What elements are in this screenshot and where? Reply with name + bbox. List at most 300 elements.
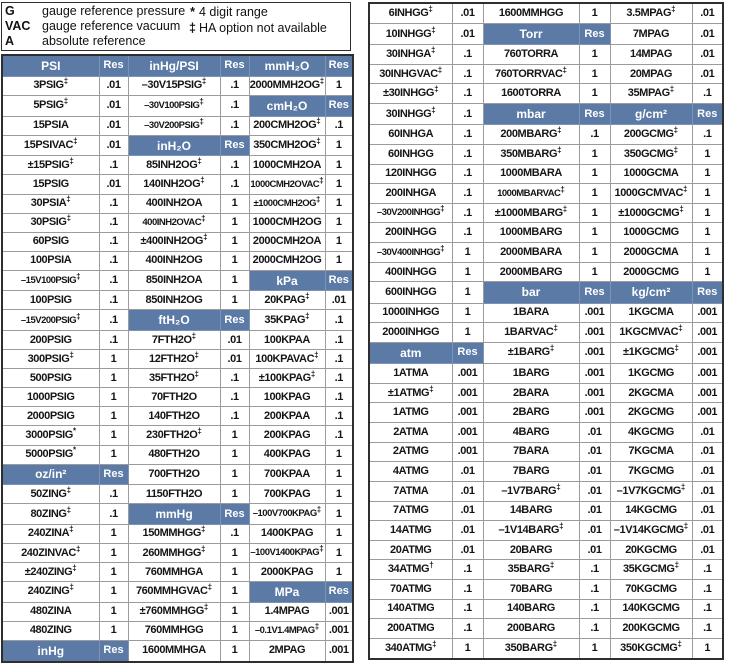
resolution-cell: .1: [579, 619, 610, 639]
table-row: [369, 403, 723, 423]
resolution-cell: .001: [452, 423, 483, 443]
resolution-cell: .001: [325, 602, 353, 621]
range-cell: 70KGCMG: [610, 580, 692, 600]
resolution-cell: .01: [692, 64, 723, 84]
range-cell: 1KGCMA: [610, 303, 692, 323]
resolution-cell: .1: [220, 407, 249, 426]
unit-header-cell: kPa: [249, 270, 325, 291]
resolution-cell: 1: [99, 524, 128, 543]
resolution-cell: .01: [452, 481, 483, 501]
resolution-cell: .001: [452, 383, 483, 403]
range-cell: 2000KPAG: [249, 563, 325, 582]
range-cell: 1000MBARA: [483, 164, 579, 184]
resolution-cell: .1: [99, 291, 128, 310]
range-cell: 6INHGG‡: [369, 3, 452, 23]
range-cell: 1000GCMA: [610, 164, 692, 184]
resolution-cell: .001: [579, 403, 610, 423]
range-cell: 140ATMG: [369, 599, 452, 619]
resolution-cell: 1: [692, 638, 723, 659]
resolution-cell: 1: [99, 602, 128, 621]
range-cell: –100V1400KPAG‡: [249, 544, 325, 563]
range-cell: –30V200INHGG‡: [369, 203, 452, 223]
table-row: [2, 369, 353, 388]
table-row: [369, 164, 723, 184]
range-cell: 1000PSIG: [2, 388, 99, 407]
range-cell: 200KPAG: [249, 426, 325, 445]
resolution-cell: .1: [325, 407, 353, 426]
resolution-cell: .01: [579, 540, 610, 560]
range-cell: 70ATMG: [369, 580, 452, 600]
resolution-cell: .01: [692, 462, 723, 482]
unit-header-cell: kg/cm²: [610, 282, 692, 303]
range-cell: –30V200PSIG‡: [128, 116, 220, 135]
range-cell: 100KPAG: [249, 388, 325, 407]
column-header-row: [2, 55, 353, 76]
resolution-cell: 1: [99, 582, 128, 603]
range-cell: –100V700KPAG‡: [249, 504, 325, 525]
table-row: [2, 445, 353, 464]
range-cell: 7FTH2O‡: [128, 331, 220, 350]
unit-header-cell: mmHg: [128, 504, 220, 525]
resolution-cell: 1: [99, 388, 128, 407]
resolution-cell: 1: [452, 282, 483, 303]
range-cell: 1600MMHGA: [128, 640, 220, 662]
range-cell: 5000PSIG*: [2, 445, 99, 464]
res-header-cell: Res: [220, 135, 249, 156]
resolution-cell: .1: [220, 116, 249, 135]
resolution-cell: 1: [325, 175, 353, 194]
resolution-cell: 1: [579, 64, 610, 84]
resolution-cell: .001: [579, 383, 610, 403]
table-row: [2, 388, 353, 407]
resolution-cell: .1: [325, 350, 353, 369]
table-row: [369, 364, 723, 384]
resolution-cell: 1: [220, 194, 249, 213]
table-row: [369, 383, 723, 403]
range-cell: 140BARG: [483, 599, 579, 619]
table-row: [369, 203, 723, 223]
resolution-cell: .001: [692, 342, 723, 363]
range-cell: 120INHGG: [369, 164, 452, 184]
range-cell: 4BARG: [483, 423, 579, 443]
resolution-cell: .1: [452, 84, 483, 104]
res-header-cell: Res: [579, 104, 610, 125]
resolution-cell: .01: [452, 521, 483, 541]
resolution-cell: .01: [452, 501, 483, 521]
range-cell: –1V7KGCMG‡: [610, 481, 692, 501]
table-row: [2, 251, 353, 270]
range-cell: 350MBARG‡: [483, 144, 579, 164]
resolution-cell: .01: [99, 116, 128, 135]
range-cell: 2000MBARG: [483, 262, 579, 282]
res-header-cell: Res: [452, 342, 483, 363]
note-4-digit-range-text: 4 digit range: [199, 5, 268, 19]
resolution-cell: .01: [579, 442, 610, 462]
resolution-cell: .1: [325, 331, 353, 350]
resolution-cell: 1: [325, 524, 353, 543]
resolution-cell: 1: [325, 445, 353, 464]
resolution-cell: .1: [220, 156, 249, 175]
range-cell: ±1KGCMG‡: [610, 342, 692, 363]
table-row: [369, 580, 723, 600]
resolution-cell: 1: [452, 638, 483, 659]
range-cell: 35KPAG‡: [249, 310, 325, 331]
resolution-cell: 1: [220, 563, 249, 582]
resolution-cell: .001: [692, 323, 723, 343]
range-cell: 7BARG: [483, 462, 579, 482]
range-cell: ±1BARG‡: [483, 342, 579, 363]
resolution-cell: .1: [692, 599, 723, 619]
table-row: [369, 619, 723, 639]
range-cell: 7ATMG: [369, 501, 452, 521]
range-cell: –1V14BARG‡: [483, 521, 579, 541]
range-cell: 35MPAG‡: [610, 84, 692, 104]
range-cell: –30V15PSIG‡: [128, 76, 220, 95]
resolution-cell: .01: [692, 521, 723, 541]
table-row: [2, 156, 353, 175]
range-cell: ±15PSIG‡: [2, 156, 99, 175]
table-row: [2, 270, 353, 291]
range-cell: 3.5MPAG‡: [610, 3, 692, 23]
resolution-cell: 1: [220, 213, 249, 232]
res-header-cell: Res: [325, 96, 353, 117]
range-cell: 2000CMH2OG: [249, 251, 325, 270]
range-cell: 1000MBARVAC‡: [483, 184, 579, 204]
range-cell: 70FTH2O: [128, 388, 220, 407]
range-cell: 1600TORRA: [483, 84, 579, 104]
table-row: [2, 116, 353, 135]
resolution-cell: 1: [579, 203, 610, 223]
resolution-cell: .1: [452, 45, 483, 65]
table-row: [369, 323, 723, 343]
resolution-cell: .01: [99, 76, 128, 95]
resolution-cell: .001: [692, 383, 723, 403]
range-cell: 300PSIG‡: [2, 350, 99, 369]
resolution-cell: .01: [325, 291, 353, 310]
resolution-cell: 1: [452, 303, 483, 323]
res-header-cell: Res: [99, 55, 128, 76]
table-row: [369, 560, 723, 580]
range-cell: 10INHGG‡: [369, 23, 452, 44]
resolution-cell: 1: [220, 602, 249, 621]
res-header-cell: Res: [579, 23, 610, 44]
range-cell: 60INHGG: [369, 144, 452, 164]
range-cell: 2000GCMG: [610, 262, 692, 282]
resolution-cell: 1: [325, 563, 353, 582]
range-cell: 260MMHGG‡: [128, 544, 220, 563]
table-row: [369, 84, 723, 104]
range-cell: ±1000GCMG‡: [610, 203, 692, 223]
range-cell: 350CMH2OG‡: [249, 135, 325, 156]
unit-header-cell: inH₂O: [128, 135, 220, 156]
range-cell: 100PSIG: [2, 291, 99, 310]
table-row: [2, 194, 353, 213]
table-row: [369, 481, 723, 501]
note-4-digit-range: [186, 5, 327, 21]
range-cell: 240ZING‡: [2, 582, 99, 603]
range-cell: 700FTH2O: [128, 464, 220, 485]
range-cell: 20KGCMG: [610, 540, 692, 560]
res-header-cell: Res: [579, 282, 610, 303]
range-cell: 200PSIG: [2, 331, 99, 350]
resolution-cell: 1: [452, 262, 483, 282]
range-cell: 35FTH2O‡: [128, 369, 220, 388]
resolution-cell: .1: [220, 524, 249, 543]
resolution-cell: 1: [220, 582, 249, 603]
table-row: [369, 303, 723, 323]
range-cell: 480FTH2O: [128, 445, 220, 464]
resolution-cell: .001: [452, 364, 483, 384]
resolution-cell: .01: [692, 23, 723, 44]
double-dagger-symbol: ‡: [189, 20, 196, 35]
range-cell: 1BARG: [483, 364, 579, 384]
range-cell: 50ZING‡: [2, 485, 99, 504]
resolution-cell: .1: [99, 213, 128, 232]
resolution-cell: .01: [692, 501, 723, 521]
resolution-cell: .1: [452, 104, 483, 125]
range-cell: ±1000CMH2OG‡: [249, 194, 325, 213]
resolution-cell: 1: [325, 485, 353, 504]
resolution-cell: .1: [99, 232, 128, 251]
range-cell: 14KGCMG: [610, 501, 692, 521]
range-cell: 15PSIVAC‡: [2, 135, 99, 156]
range-cell: 4KGCMG: [610, 423, 692, 443]
range-cell: 5PSIG‡: [2, 96, 99, 117]
unit-header-cell: MPa: [249, 582, 325, 603]
resolution-cell: .1: [579, 599, 610, 619]
table-row: [2, 76, 353, 95]
resolution-cell: .01: [692, 442, 723, 462]
table-row: [369, 23, 723, 44]
range-cell: ±30INHGG‡: [369, 84, 452, 104]
resolution-cell: .1: [579, 125, 610, 145]
range-cell: 350BARG‡: [483, 638, 579, 659]
res-header-cell: Res: [99, 640, 128, 662]
range-cell: 850INH2OA: [128, 270, 220, 291]
resolution-cell: .01: [220, 331, 249, 350]
range-cell: 480ZINA: [2, 602, 99, 621]
legend-text-gauge: gauge reference pressure: [42, 4, 186, 18]
resolution-cell: 1: [325, 76, 353, 95]
table-row: [369, 282, 723, 303]
table-row: [369, 104, 723, 125]
range-cell: 12FTH2O‡: [128, 350, 220, 369]
range-cell: 1000GCMVAC‡: [610, 184, 692, 204]
range-cell: 2ATMA: [369, 423, 452, 443]
table-row: [369, 243, 723, 263]
resolution-cell: .001: [692, 403, 723, 423]
legend-symbol-g: G: [5, 4, 15, 18]
resolution-cell: .01: [579, 501, 610, 521]
resolution-cell: 1: [220, 485, 249, 504]
res-header-cell: Res: [325, 55, 353, 76]
range-cell: 100PSIA: [2, 251, 99, 270]
resolution-cell: .01: [692, 3, 723, 23]
res-header-cell: Res: [220, 55, 249, 76]
resolution-cell: .001: [452, 442, 483, 462]
resolution-cell: .01: [579, 481, 610, 501]
res-header-cell: Res: [99, 464, 128, 485]
resolution-cell: 1: [220, 270, 249, 291]
range-cell: –1V14KGCMG‡: [610, 521, 692, 541]
resolution-cell: .1: [99, 331, 128, 350]
range-cell: 1400KPAG: [249, 524, 325, 543]
range-cell: 7ATMA: [369, 481, 452, 501]
range-cell: ±240ZING‡: [2, 563, 99, 582]
unit-header-cell: oz/in²: [2, 464, 99, 485]
table-row: [2, 232, 353, 251]
resolution-cell: .01: [692, 423, 723, 443]
unit-header-cell: atm: [369, 342, 452, 363]
range-cell: 2000MBARA: [483, 243, 579, 263]
resolution-cell: .01: [220, 350, 249, 369]
resolution-cell: .01: [452, 3, 483, 23]
legend-text-vacuum: gauge reference vacuum: [42, 19, 181, 33]
resolution-cell: .01: [692, 481, 723, 501]
range-cell: 4ATMG: [369, 462, 452, 482]
table-row: [2, 524, 353, 543]
resolution-cell: 1: [692, 164, 723, 184]
range-cell: 2BARA: [483, 383, 579, 403]
resolution-cell: 1: [325, 135, 353, 156]
table-row: [2, 291, 353, 310]
table-row: [2, 464, 353, 485]
resolution-cell: 1: [220, 232, 249, 251]
range-cell: 35KGCMG‡: [610, 560, 692, 580]
range-cell: 2000MMH2OG‡: [249, 76, 325, 95]
resolution-cell: .001: [692, 364, 723, 384]
range-cell: 760TORRVAC‡: [483, 64, 579, 84]
resolution-cell: 1: [325, 251, 353, 270]
range-cell: 140FTH2O: [128, 407, 220, 426]
resolution-cell: .01: [579, 423, 610, 443]
range-cell: 20MPAG: [610, 64, 692, 84]
unit-header-cell: inHg: [2, 640, 99, 662]
table-row: [2, 640, 353, 662]
table-row: [2, 582, 353, 603]
resolution-cell: .01: [692, 540, 723, 560]
table-row: [2, 350, 353, 369]
resolution-cell: 1: [99, 426, 128, 445]
resolution-cell: .1: [99, 504, 128, 525]
res-header-cell: Res: [692, 282, 723, 303]
resolution-cell: .1: [692, 84, 723, 104]
resolution-cell: 1: [579, 223, 610, 243]
table-row: [2, 331, 353, 350]
table-row: [2, 621, 353, 640]
resolution-cell: .1: [325, 369, 353, 388]
range-cell: 340ATMG‡: [369, 638, 452, 659]
resolution-cell: .1: [452, 203, 483, 223]
res-header-cell: Res: [325, 582, 353, 603]
resolution-cell: .01: [99, 96, 128, 117]
resolution-cell: .001: [692, 303, 723, 323]
resolution-cell: 1: [579, 45, 610, 65]
resolution-cell: .1: [452, 184, 483, 204]
resolution-cell: .1: [220, 388, 249, 407]
note-ha-option-text: HA option not available: [199, 20, 327, 35]
resolution-cell: .01: [692, 45, 723, 65]
range-cell: 1KGCMG: [610, 364, 692, 384]
resolution-cell: 1: [99, 445, 128, 464]
resolution-cell: .1: [99, 194, 128, 213]
range-cell: 7BARA: [483, 442, 579, 462]
resolution-cell: .1: [452, 164, 483, 184]
res-header-cell: Res: [692, 104, 723, 125]
unit-header-cell: bar: [483, 282, 579, 303]
range-cell: 20BARG: [483, 540, 579, 560]
range-cell: 60INHGA: [369, 125, 452, 145]
range-cell: 760MMHGG: [128, 621, 220, 640]
resolution-cell: 1: [579, 243, 610, 263]
resolution-cell: 1: [99, 369, 128, 388]
resolution-cell: .001: [452, 403, 483, 423]
table-row: [369, 45, 723, 65]
resolution-cell: .1: [692, 125, 723, 145]
unit-header-cell: mbar: [483, 104, 579, 125]
resolution-cell: .1: [99, 270, 128, 291]
range-cell: ±1000MBARG‡: [483, 203, 579, 223]
resolution-cell: 1: [452, 243, 483, 263]
resolution-cell: .1: [325, 310, 353, 331]
range-cell: –1V7BARG‡: [483, 481, 579, 501]
range-cell: 1ATMG: [369, 403, 452, 423]
resolution-cell: .001: [579, 364, 610, 384]
res-header-cell: Res: [220, 504, 249, 525]
range-cell: 30INHGA‡: [369, 45, 452, 65]
resolution-cell: 1: [220, 544, 249, 563]
range-cell: 1.4MPAG: [249, 602, 325, 621]
resolution-cell: .1: [452, 580, 483, 600]
resolution-cell: 1: [692, 144, 723, 164]
range-cell: 200MBARG‡: [483, 125, 579, 145]
range-cell: 30INHGG‡: [369, 104, 452, 125]
resolution-cell: 1: [579, 144, 610, 164]
resolution-cell: 1: [325, 504, 353, 525]
range-cell: 2000INHGG: [369, 323, 452, 343]
range-cell: 400INH2OVAC‡: [128, 213, 220, 232]
table-row: [2, 213, 353, 232]
resolution-cell: .1: [452, 560, 483, 580]
range-cell: 30PSIA‡: [2, 194, 99, 213]
resolution-cell: 1: [692, 243, 723, 263]
range-cell: 200INHGG: [369, 223, 452, 243]
table-row: [2, 563, 353, 582]
range-cell: –0.1V1.4MPAG‡: [249, 621, 325, 640]
resolution-cell: 1: [579, 262, 610, 282]
table-row: [369, 3, 723, 23]
range-cell: 1BARA: [483, 303, 579, 323]
range-cell: 7KGCMA: [610, 442, 692, 462]
resolution-cell: .1: [99, 485, 128, 504]
table-row: [2, 96, 353, 117]
table-row: [2, 407, 353, 426]
range-cell: 200ATMG: [369, 619, 452, 639]
resolution-cell: 1: [579, 638, 610, 659]
table-row: [2, 135, 353, 156]
range-cell: 60PSIG: [2, 232, 99, 251]
range-cell: 700KPAG: [249, 485, 325, 504]
resolution-cell: .1: [220, 76, 249, 95]
resolution-cell: 1: [579, 164, 610, 184]
table-row: [369, 501, 723, 521]
legend-symbol-vac: VAC: [5, 19, 31, 33]
range-cell: 400KPAG: [249, 445, 325, 464]
table-row: [369, 599, 723, 619]
resolution-cell: .1: [325, 388, 353, 407]
resolution-cell: .1: [452, 144, 483, 164]
range-cell: 1ATMA: [369, 364, 452, 384]
